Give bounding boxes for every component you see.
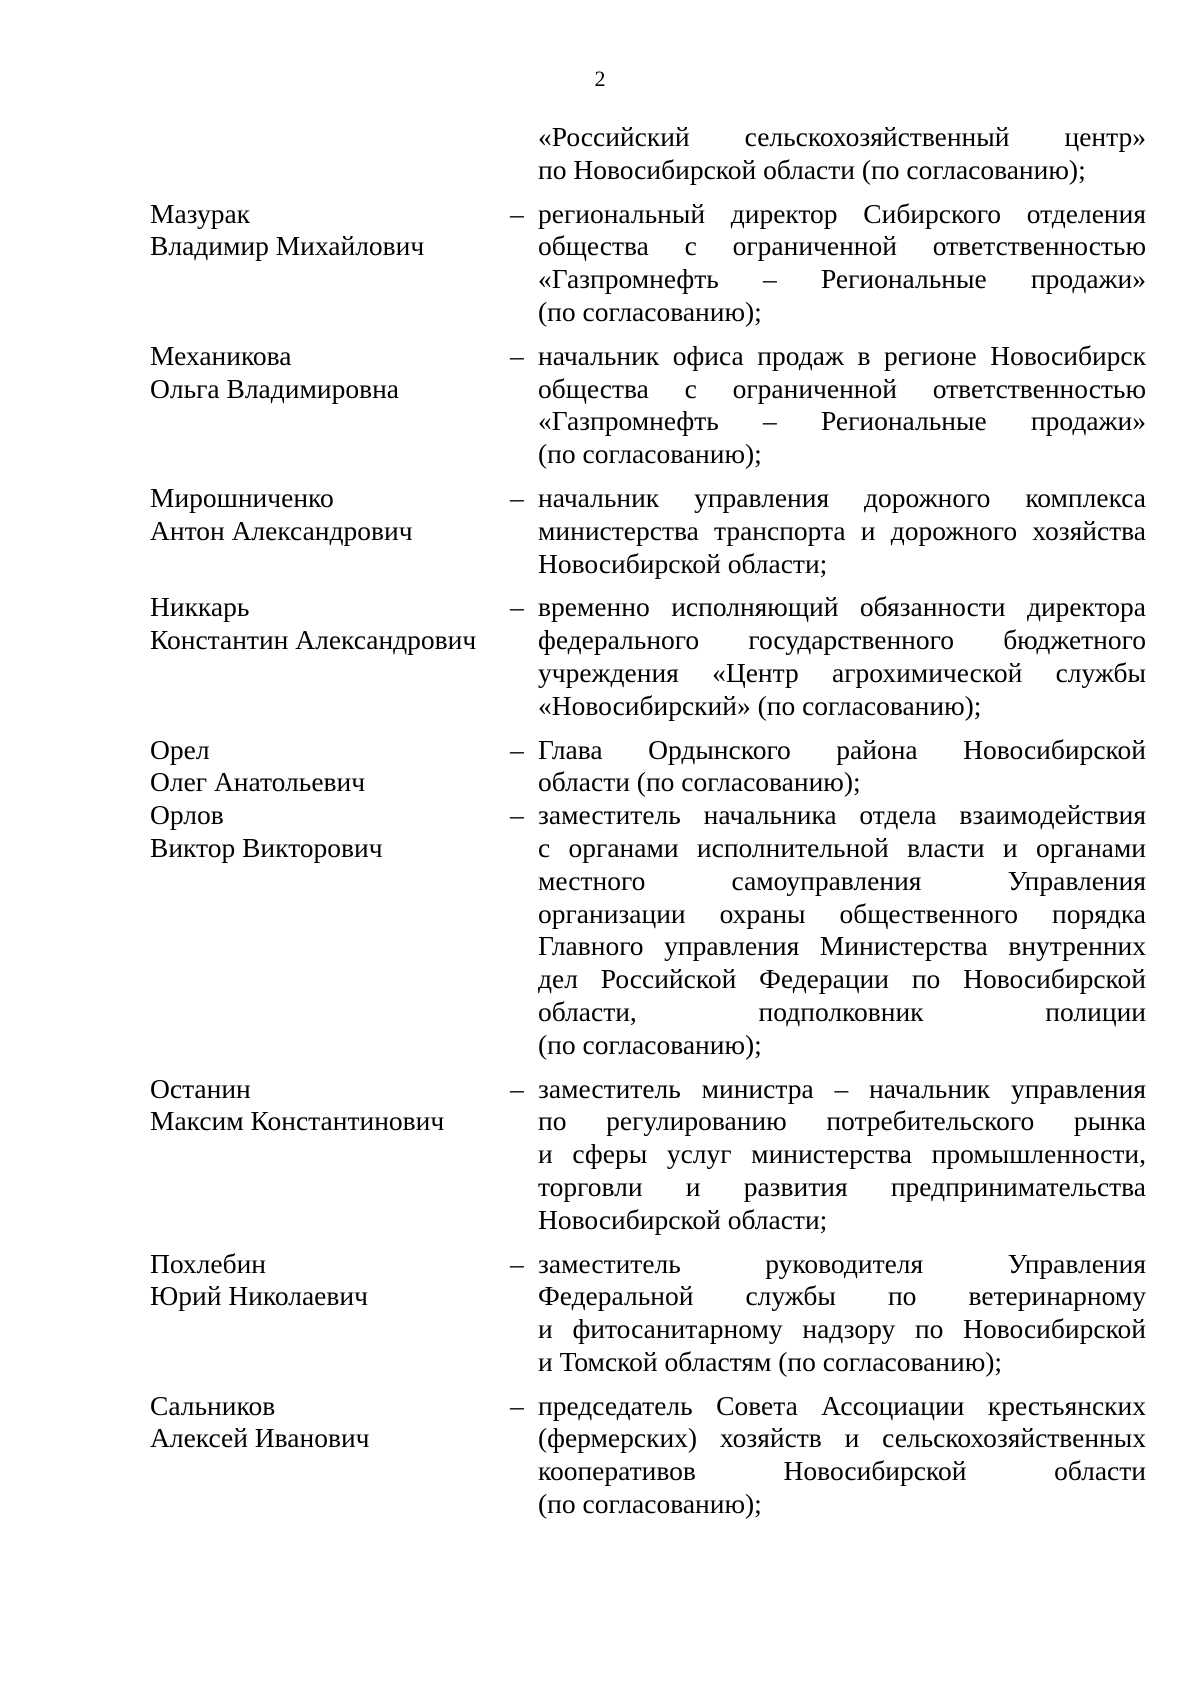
description-line: организации охраны общественного порядка xyxy=(538,897,1146,929)
members-list xyxy=(150,121,1150,1521)
separator-dash: – xyxy=(510,339,524,371)
member-surname: Мазурак xyxy=(150,197,251,229)
member-position xyxy=(538,340,1146,471)
description-line: области (по согласованию); xyxy=(538,766,861,798)
member-entry xyxy=(150,591,1150,722)
description-line: и фитосанитарному надзору по Новосибирской xyxy=(538,1313,1146,1345)
description-line: министерства транспорта и дорожного хозяйства xyxy=(538,514,1146,546)
member-given-names: Владимир Михайлович xyxy=(150,230,425,262)
member-name xyxy=(150,734,500,800)
member-entry xyxy=(150,1073,1150,1237)
description-line: местного самоуправления Управления xyxy=(538,864,1146,896)
separator-dash: – xyxy=(510,481,524,513)
separator-dash: – xyxy=(510,1247,524,1279)
member-surname: Похлебин xyxy=(150,1247,267,1279)
description-line: Федеральной службы по ветеринарному xyxy=(538,1280,1146,1312)
description-line: торговли и развития предпринимательства xyxy=(538,1170,1146,1202)
description-line: начальник офиса продаж в регионе Новосибирск xyxy=(538,339,1146,371)
member-surname: Никкарь xyxy=(150,591,250,623)
member-given-names: Антон Александрович xyxy=(150,514,413,546)
member-entry xyxy=(150,1248,1150,1379)
member-position xyxy=(538,198,1146,329)
description-line: Новосибирской области; xyxy=(538,547,828,579)
description-line: временно исполняющий обязанности директора xyxy=(538,591,1146,623)
description-line: заместитель начальника отдела взаимодействия xyxy=(538,799,1146,831)
member-entry xyxy=(150,340,1150,471)
member-position xyxy=(538,1390,1146,1521)
continuation-description xyxy=(538,121,1146,187)
description-line: (по согласованию); xyxy=(538,1028,762,1060)
member-position xyxy=(538,734,1146,800)
member-name xyxy=(150,198,500,264)
separator-dash: – xyxy=(510,733,524,765)
separator-dash: – xyxy=(510,1389,524,1421)
description-line: «Российский сельскохозяйственный центр» xyxy=(538,121,1146,152)
member-entry xyxy=(150,198,1150,329)
member-name xyxy=(150,1248,500,1314)
member-position xyxy=(538,591,1146,722)
description-line: (по согласованию); xyxy=(538,1488,762,1520)
member-name xyxy=(150,799,500,865)
description-line: общества с ограниченной ответственностью xyxy=(538,230,1146,262)
separator-dash: – xyxy=(510,591,524,623)
description-line: Глава Ордынского района Новосибирской xyxy=(538,733,1146,765)
description-line: (по согласованию); xyxy=(538,295,762,327)
member-given-names: Ольга Владимировна xyxy=(150,372,399,404)
description-line: региональный директор Сибирского отделения xyxy=(538,197,1146,229)
description-line: и Томской областям (по согласованию); xyxy=(538,1345,1003,1377)
description-line: по Новосибирской области (по согласованию); xyxy=(538,153,1086,185)
continuation-entry xyxy=(150,121,1150,187)
description-line: Главного управления Министерства внутренних xyxy=(538,930,1146,962)
description-line: Новосибирской области; xyxy=(538,1203,828,1235)
description-line: (фермерских) хозяйств и сельскохозяйственных xyxy=(538,1422,1146,1454)
description-line: по регулированию потребительского рынка xyxy=(538,1105,1146,1137)
member-surname: Сальников xyxy=(150,1389,276,1421)
member-given-names: Юрий Николаевич xyxy=(150,1280,368,1312)
member-entry xyxy=(150,1390,1150,1521)
member-surname: Останин xyxy=(150,1072,251,1104)
member-given-names: Алексей Иванович xyxy=(150,1422,370,1454)
description-line: «Газпромнефть – Региональные продажи» xyxy=(538,405,1146,437)
member-entry xyxy=(150,799,1150,1061)
member-surname: Орлов xyxy=(150,799,224,831)
member-position xyxy=(538,482,1146,580)
description-line: «Новосибирский» (по согласованию); xyxy=(538,689,982,721)
page-number: 2 xyxy=(594,66,606,91)
separator-dash: – xyxy=(510,799,524,831)
description-line: федерального государственного бюджетного xyxy=(538,624,1146,656)
member-entry xyxy=(150,482,1150,580)
description-line: общества с ограниченной ответственностью xyxy=(538,372,1146,404)
description-line: (по согласованию); xyxy=(538,438,762,470)
member-surname: Механикова xyxy=(150,339,292,371)
member-name xyxy=(150,1073,500,1139)
separator-dash: – xyxy=(510,1072,524,1104)
description-line: кооперативов Новосибирской области xyxy=(538,1455,1146,1487)
description-line: учреждения «Центр агрохимической службы xyxy=(538,656,1146,688)
member-position xyxy=(538,1073,1146,1237)
separator-dash: – xyxy=(510,197,524,229)
description-line: заместитель министра – начальник управления xyxy=(538,1072,1146,1104)
description-line: «Газпромнефть – Региональные продажи» xyxy=(538,263,1146,295)
member-surname: Орел xyxy=(150,733,210,765)
member-position xyxy=(538,799,1146,1061)
member-name xyxy=(150,591,500,657)
member-surname: Мирошниченко xyxy=(150,481,334,513)
description-line: начальник управления дорожного комплекса xyxy=(538,481,1146,513)
description-line: с органами исполнительной власти и органами xyxy=(538,831,1146,863)
description-line: заместитель руководителя Управления xyxy=(538,1247,1146,1279)
member-given-names: Виктор Викторович xyxy=(150,831,383,863)
description-line: председатель Совета Ассоциации крестьянских xyxy=(538,1389,1146,1421)
description-line: дел Российской Федерации по Новосибирской xyxy=(538,963,1146,995)
member-given-names: Максим Константинович xyxy=(150,1105,445,1137)
member-name xyxy=(150,482,500,548)
member-name xyxy=(150,1390,500,1456)
member-entry xyxy=(150,734,1150,800)
member-given-names: Константин Александрович xyxy=(150,624,477,656)
member-given-names: Олег Анатольевич xyxy=(150,766,366,798)
description-line: и сферы услуг министерства промышленности, xyxy=(538,1138,1146,1170)
member-name xyxy=(150,340,500,406)
member-position xyxy=(538,1248,1146,1379)
description-line: области, подполковник полиции xyxy=(538,995,1146,1027)
